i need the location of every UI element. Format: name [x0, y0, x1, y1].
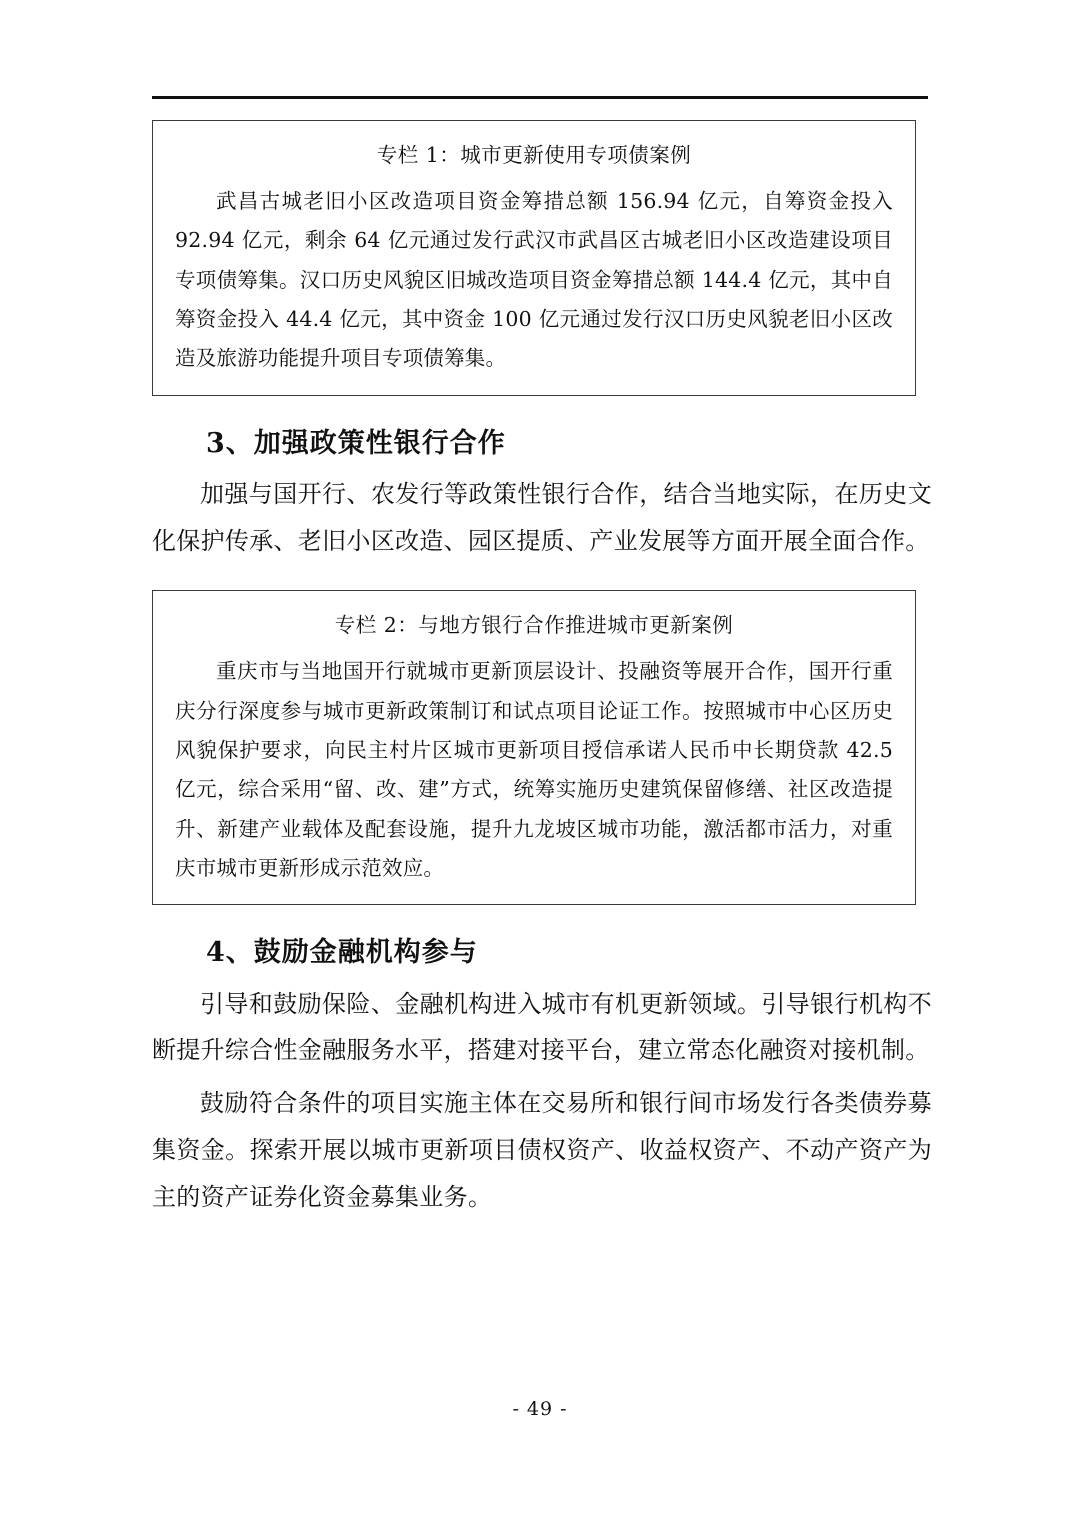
section-4-paragraph-1: 引导和鼓励保险、金融机构进入城市有机更新领域。引导银行机构不断提升综合性金融服务水平，搭建对接平台，建立常态化融资对接机制。	[152, 989, 932, 1065]
section-3-paragraph: 加强与国开行、农发行等政策性银行合作，结合当地实际，在历史文化保护传承、老旧小区改造、园区提质、产业发展等方面开展全面合作。	[152, 479, 932, 555]
callout-2-body: 重庆市与当地国开行就城市更新顶层设计、投融资等展开合作，国开行重庆分行深度参与城市更新政策制订和试点项目论证工作。按照城市中心区历史风貌保护要求，向民主村片区城市更新项目授信承诺人民币中长期贷款 42.5 亿元，综合采用“留、改、建”方式，统筹实施历史建筑保留修缮、社区改造提升、新建产业载体及配套设施，提升九龙坡区城市功能，激活都市活力，对重庆市城市更新形成示范效应。	[175, 659, 893, 880]
callout-1-body: 武昌古城老旧小区改造项目资金筹措总额 156.94 亿元，自筹资金投入 92.94 亿元，剩余 64 亿元通过发行武汉市武昌区古城老旧小区改造建设项目专项债筹集。汉口历史风貌区旧城改造项目资金筹措总额 144.4 亿元，其中自筹资金投入 44.4 亿元，其中资金 100 亿元通过发行汉口历史风貌老旧小区改造及旅游功能提升项目专项债筹集。	[175, 188, 893, 371]
header-rule	[152, 96, 928, 99]
section-4-heading: 4、鼓励金融机构参与	[206, 937, 478, 969]
spacer	[152, 564, 932, 590]
callout-box-1	[152, 120, 916, 396]
section-4-paragraph-2: 鼓励符合条件的项目实施主体在交易所和银行间市场发行各类债券募集资金。探索开展以城市更新项目债权资产、收益权资产、不动产资产为主的资产证券化资金募集业务。	[152, 1089, 932, 1211]
callout-2-title: 专栏 2：与地方银行合作推进城市更新案例	[334, 613, 734, 638]
page-content	[152, 120, 932, 1221]
section-3-heading: 3、加强政策性银行合作	[206, 427, 506, 459]
callout-box-2	[152, 590, 916, 905]
callout-1-title: 专栏 1：城市更新使用专项债案例	[376, 143, 692, 167]
page-number: - 49 -	[512, 1398, 568, 1420]
